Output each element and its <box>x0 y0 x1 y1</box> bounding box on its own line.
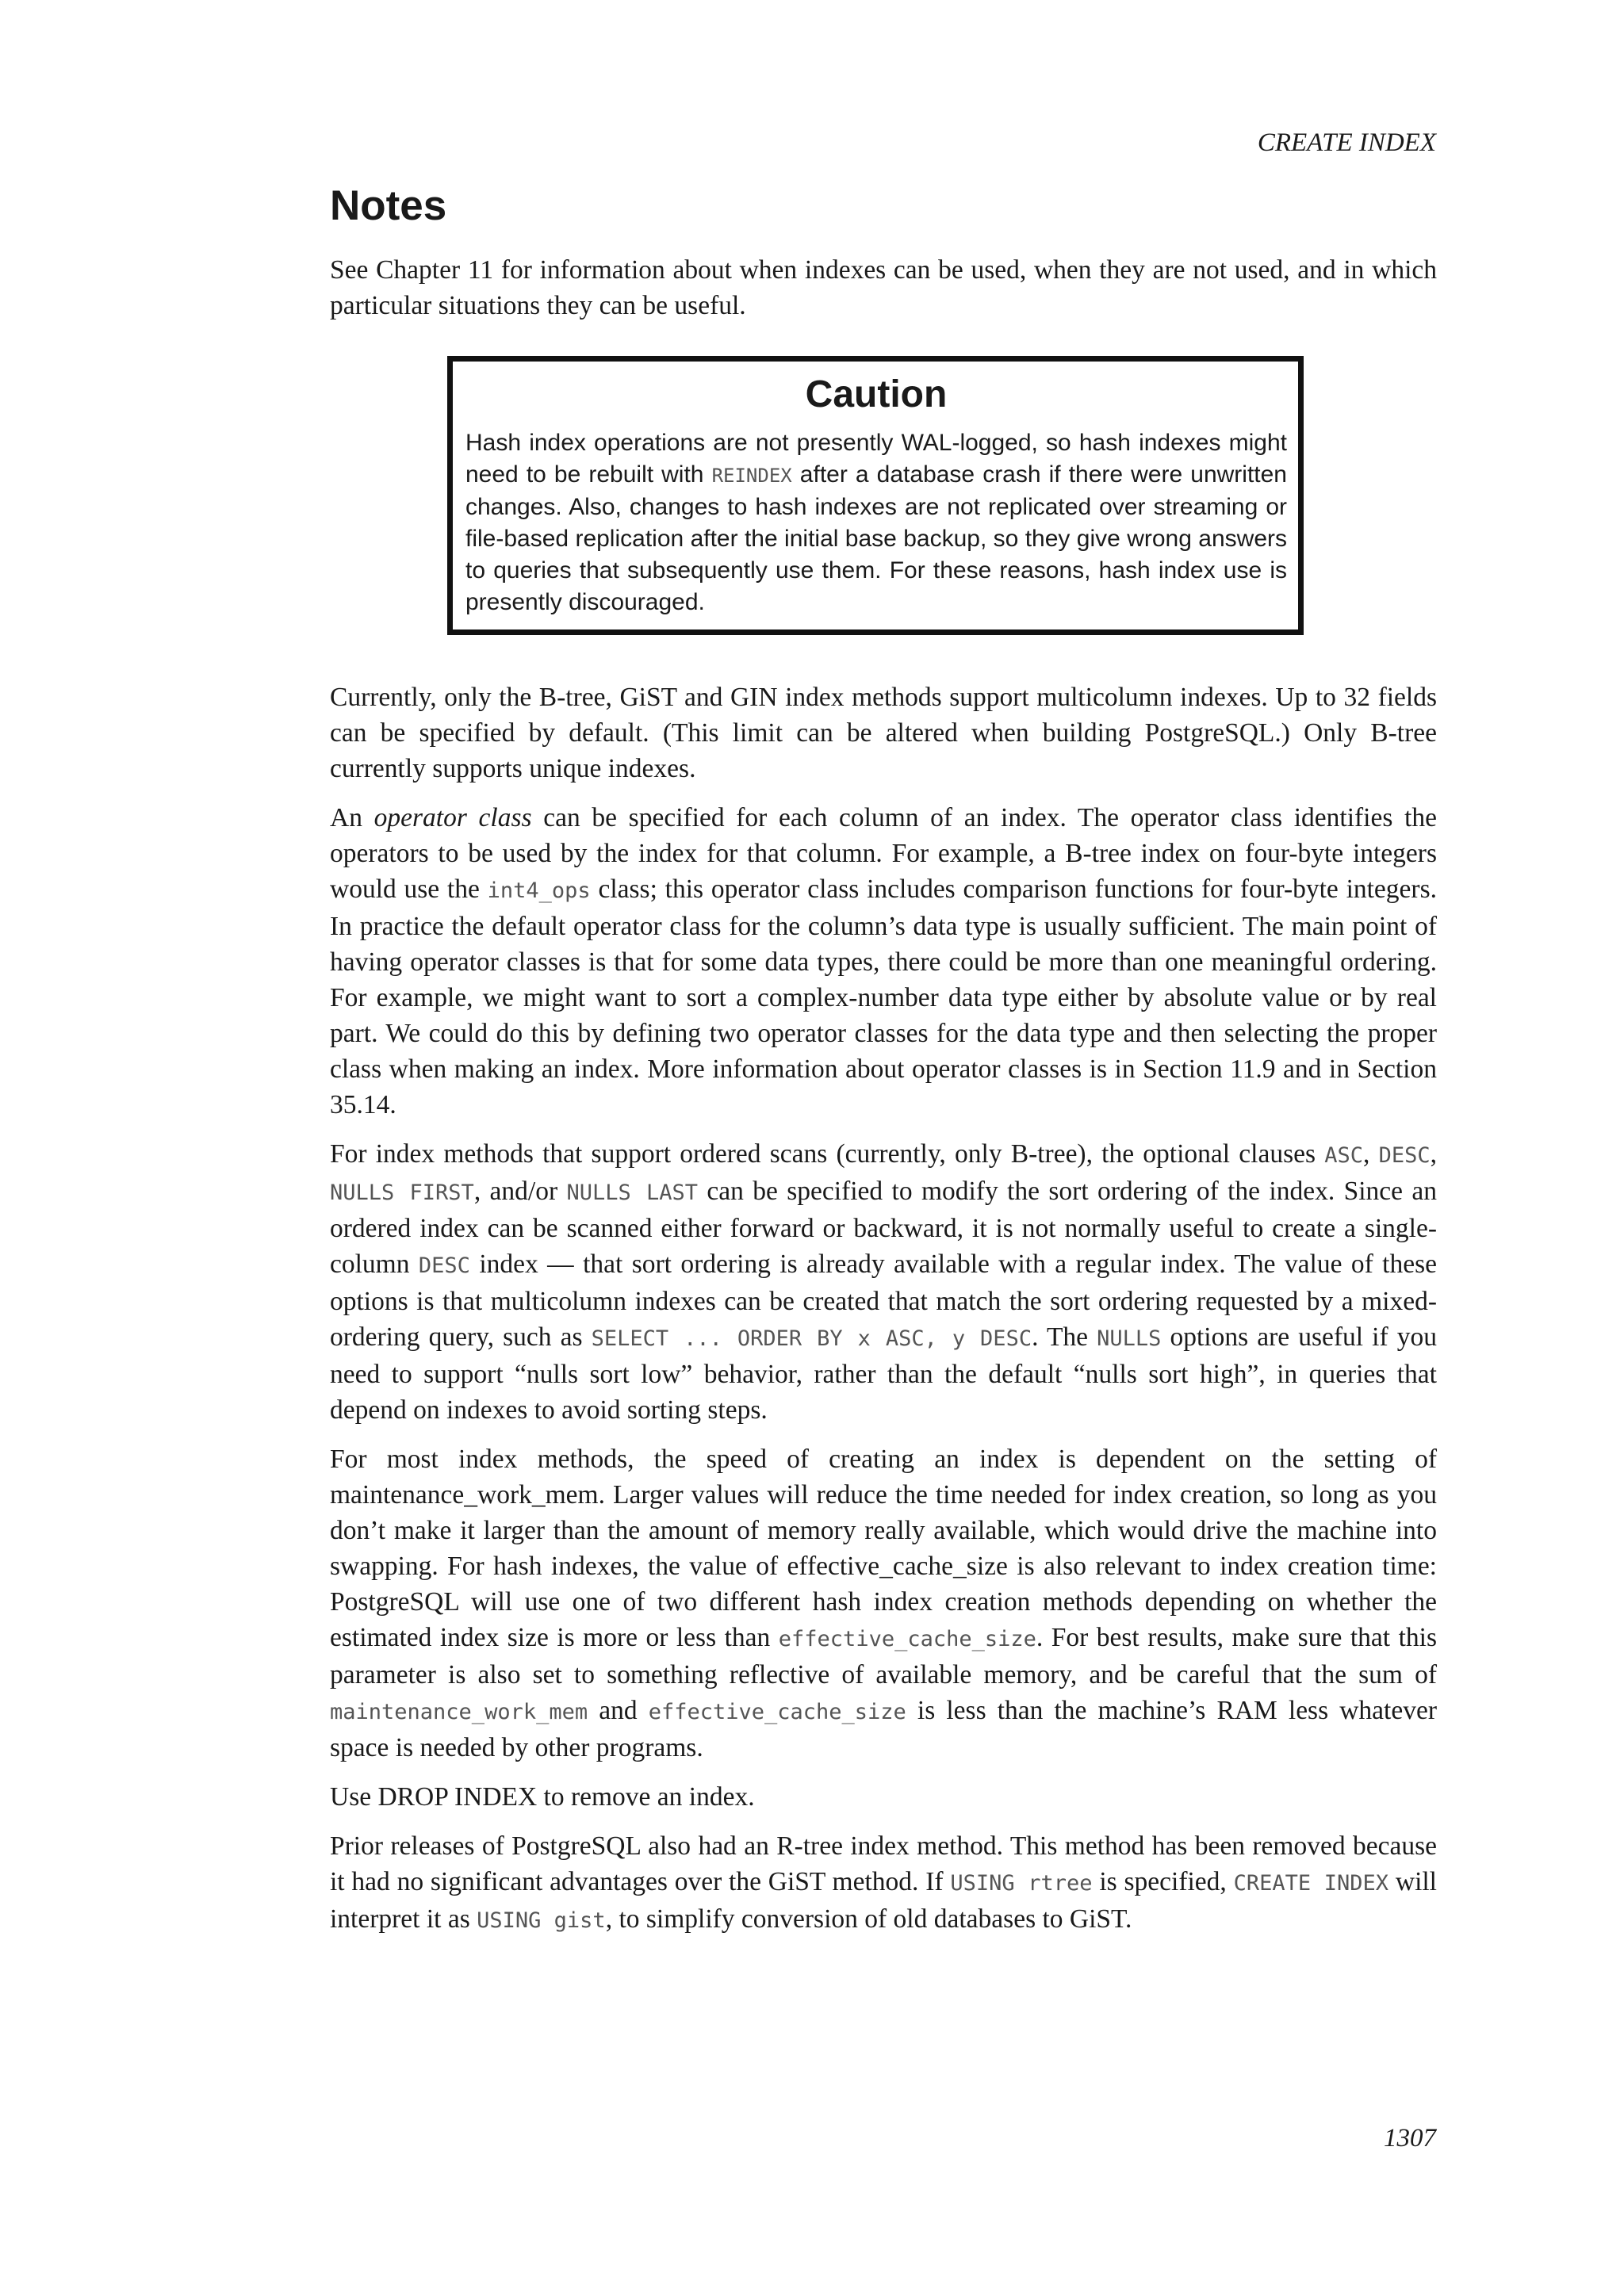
ordering-text-4: , and/or <box>473 1176 567 1206</box>
rtree-paragraph <box>330 1828 1437 1938</box>
code-asc: ASC <box>1324 1142 1364 1168</box>
caution-paragraph <box>465 427 1287 618</box>
ordering-text-5: can be specified to modify the sort ordering of the index. Since an ordered index can be scanned either forward or backward, it is not normally useful to create a single-column <box>330 1176 1437 1279</box>
ordering-text-2: , <box>1363 1138 1379 1169</box>
intro-paragraph: See Chapter 11 for information about when indexes can be used, when they are not used, and in which particular situations they can be useful. <box>330 254 1437 320</box>
caution-title: Caution <box>805 373 948 415</box>
caution-box <box>447 356 1304 635</box>
code-create-index: CREATE INDEX <box>1233 1870 1389 1896</box>
speed-text-2: . For best results, make sure that this parameter is also set to something reflective of available memory, and be careful that the sum of <box>330 1622 1437 1689</box>
page-number: 1307 <box>1384 2124 1436 2152</box>
opclass-text-1: An <box>330 802 374 832</box>
code-effective-cache-size: effective_cache_size <box>778 1626 1036 1651</box>
speed-text-4: is less than the machine’s RAM less whatever space is needed by other programs. <box>330 1695 1437 1762</box>
code-maintenance-work-mem: maintenance_work_mem <box>330 1699 588 1724</box>
opclass-text-3: class; this operator class includes comparison functions for four-byte integers. In practice the default operator class for the column’s data type is usually sufficient. The main point of having operator classes is that for some data types, there could be more than one meaningful ordering. For example, we might want to sort a complex-number data type either by absolute value or by real part. We could do this by defining two operator classes for the data type and then selecting the proper class when making an index. More information about operator classes is in Section 11.9 and in Section 35.14. <box>330 874 1437 1119</box>
ordering-paragraph <box>330 1136 1437 1428</box>
ordering-text-3: , <box>1430 1138 1437 1169</box>
code-using-gist: USING gist <box>477 1908 606 1933</box>
caution-text-2: after a database crash if there were unwritten changes. Also, changes to hash indexes are not replicated over streaming or file-based replication after the initial base backup, so they give wrong answers to queries that subsequently use them. For these reasons, hash index use is presently discouraged. <box>465 461 1287 615</box>
code-nulls-first: NULLS FIRST <box>330 1180 474 1205</box>
rtree-text-1: Prior releases of PostgreSQL also had an R-tree index method. This method has been removed because it had no significant advantages over the GiST method. If <box>330 1831 1437 1896</box>
speed-text-3: and <box>588 1695 649 1725</box>
rtree-text-3: will interpret it as <box>330 1866 1437 1934</box>
code-int4-ops: int4_ops <box>487 878 591 903</box>
caution-text-1: Hash index operations are not presently WAL-logged, so hash indexes might need to be rebuilt with <box>465 429 1287 488</box>
operator-class-paragraph <box>330 800 1437 1123</box>
drop-index-paragraph: Use DROP INDEX to remove an index. <box>330 1781 755 1812</box>
code-nulls-last: NULLS LAST <box>566 1180 699 1205</box>
speed-paragraph <box>330 1441 1437 1766</box>
running-header: CREATE INDEX <box>1257 128 1436 157</box>
speed-text-1: For most index methods, the speed of creating an index is dependent on the setting of maintenance_work_mem. Larger values will reduce the time needed for index creation, so long as you don’t make it larger than the amount of memory really available, which would drive the machine into swapping. For hash indexes, the value of effective_cache_size is also relevant to index creation time: PostgreSQL will use one of two different hash index creation methods depending on whether the estimated index size is more or less than <box>330 1444 1437 1652</box>
ordering-text-6: index — that sort ordering is already available with a regular index. The value of these options is that multicolumn indexes can be created that match the sort ordering requested by a mixed-ordering query, such as <box>330 1249 1438 1352</box>
code-desc: DESC <box>1378 1142 1431 1168</box>
code-reindex: REINDEX <box>711 464 792 487</box>
ordering-text-8: options are useful if you need to support “nulls sort low” behavior, rather than the default “nulls sort high”, in queries that depend on indexes to avoid sorting steps. <box>330 1322 1437 1425</box>
opclass-text-2: can be specified for each column of an index. The operator class identifies the operators to be used by the index for that column. For example, a B-tree index on four-byte integers would use the <box>330 802 1437 904</box>
section-heading: Notes <box>330 182 447 229</box>
code-desc-2: DESC <box>418 1253 470 1278</box>
code-effective-cache-size-2: effective_cache_size <box>648 1699 906 1724</box>
rtree-text-2: is specified, <box>1092 1866 1234 1896</box>
page-content <box>330 181 1437 1952</box>
code-select-query: SELECT ... ORDER BY x ASC, y DESC <box>591 1326 1032 1351</box>
ordering-text-1: For index methods that support ordered scans (currently, only B-tree), the optional clauses <box>330 1138 1325 1169</box>
code-nulls: NULLS <box>1097 1326 1162 1351</box>
code-using-rtree: USING rtree <box>950 1870 1093 1896</box>
rtree-text-4: , to simplify conversion of old databases to GiST. <box>605 1904 1132 1934</box>
ordering-text-7: . The <box>1032 1322 1097 1352</box>
multicolumn-paragraph: Currently, only the B-tree, GiST and GIN index methods support multicolumn indexes. Up to 32 fields can be specified by default. (This limit can be altered when building PostgreSQL.) Only B-tree currently supports unique indexes. <box>330 682 1437 783</box>
operator-class-term: operator class <box>373 802 532 832</box>
